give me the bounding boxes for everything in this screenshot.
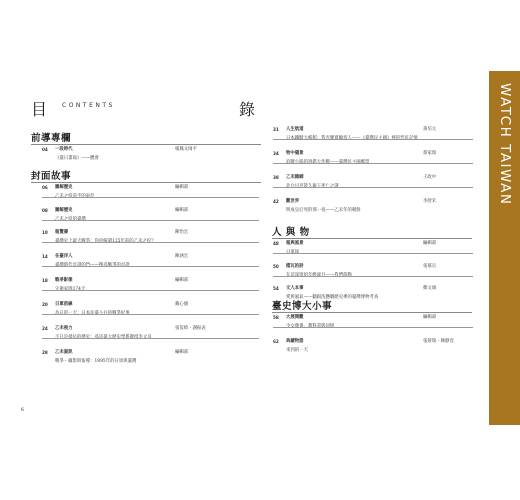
entry-title: 乙未視力 bbox=[55, 326, 73, 331]
entry-author: 編輯部 bbox=[175, 208, 189, 213]
section-people-rule bbox=[272, 238, 472, 239]
entry-page: 54 bbox=[273, 286, 279, 291]
entry-author: 鄭文瑜 bbox=[423, 286, 437, 291]
entry-subtitle: 明成皇后死的那一夜——乙未年的朝鮮 bbox=[286, 208, 361, 213]
entry-page: 24 bbox=[42, 326, 48, 331]
entry-divider bbox=[273, 253, 473, 254]
entry-page: 31 bbox=[273, 127, 279, 132]
entry-page: 48 bbox=[273, 241, 279, 246]
entry-subtitle: 北白川宮能久親王死亡之謎 bbox=[286, 184, 339, 189]
entry-page: 38 bbox=[273, 175, 279, 180]
entry-title: 戰爭影像 bbox=[55, 278, 73, 283]
entry-page: 18 bbox=[42, 278, 48, 283]
entry-subtitle: 臺灣時代見證的門——搜尋戰爭的見證 bbox=[55, 263, 130, 268]
entry-subtitle: 《臺日畫報》——體會 bbox=[55, 156, 99, 161]
entry-title: 檔瓦的詩 bbox=[286, 264, 304, 269]
entry-title: 報與風景 bbox=[286, 241, 304, 246]
entry-divider bbox=[273, 327, 473, 328]
section-history-title: 臺史博大小事 bbox=[272, 301, 333, 312]
entry-title: 乙未雜網 bbox=[286, 175, 304, 180]
entry-divider bbox=[42, 290, 259, 291]
watch-taiwan-title: WATCH TAIWAN bbox=[497, 83, 513, 206]
entry-page: 62 bbox=[273, 339, 279, 344]
section-foreword-rule bbox=[31, 144, 261, 145]
entry-divider bbox=[273, 276, 473, 277]
entry-author: 陳涵宏 bbox=[175, 254, 189, 259]
entry-title: 在臺洋人 bbox=[55, 254, 73, 259]
entry-divider bbox=[42, 220, 259, 221]
entry-page: 58 bbox=[273, 315, 279, 320]
entry-subtitle: 不只是抵抗的歷史：尋訪臺大歷史學系教授李文良 bbox=[55, 335, 152, 340]
entry-title: 人生航道 bbox=[286, 127, 304, 132]
entry-page: 06 bbox=[42, 185, 48, 190]
section-people-title: 人 與 物 bbox=[272, 227, 310, 238]
section-cover-rule bbox=[31, 182, 261, 183]
entry-author: 張蔡瑞・陳靜容 bbox=[423, 339, 454, 344]
entry-author: 李舒禾 bbox=[423, 199, 437, 204]
entry-page: 20 bbox=[42, 302, 48, 307]
entry-page: 34 bbox=[273, 151, 279, 156]
entry-subtitle: 在這深邃的年輕歲月——我們萌動 bbox=[286, 273, 352, 278]
entry-author: 編輯部 bbox=[175, 350, 189, 355]
entry-title: 觀世界 bbox=[286, 199, 300, 204]
entry-divider bbox=[42, 242, 259, 243]
section-history-rule bbox=[272, 312, 472, 313]
title-mu: 目 bbox=[31, 100, 48, 119]
entry-subtitle: 守衛家園174天 bbox=[55, 287, 86, 292]
entry-subtitle: 日本鐵騎大帳館：我光輝實驗客人——《臺灣民主國》裡的烈民記憶 bbox=[286, 136, 418, 141]
entry-author: 王政中 bbox=[423, 175, 437, 180]
entry-author: 編輯部 bbox=[175, 278, 189, 283]
entry-author: 楊鳳文岡平 bbox=[175, 147, 197, 152]
entry-divider bbox=[273, 187, 473, 188]
entry-subtitle: 少女幾番．教科書與回憶 bbox=[286, 324, 335, 329]
entry-subtitle: 臺灣史上最大戰爭：你何解讀125年前的乙未之役？ bbox=[55, 239, 156, 244]
entry-page: 04 bbox=[42, 147, 48, 152]
entry-title: 乙未資訊 bbox=[55, 350, 73, 355]
entry-page: 08 bbox=[42, 208, 48, 213]
entry-author: 蔡家瑞 bbox=[423, 151, 437, 156]
entry-subtitle: 追蹤小腦的過錯大作戰——臺灣民主國郵票 bbox=[286, 160, 370, 165]
entry-author: 張侃綺・謝振表 bbox=[175, 326, 206, 331]
entry-divider bbox=[42, 314, 259, 315]
entry-subtitle: 來到的一天 bbox=[286, 348, 308, 353]
section-cover-title: 封面故事 bbox=[31, 171, 72, 182]
title-contents: CONTENTS bbox=[62, 102, 115, 109]
entry-page: 42 bbox=[273, 199, 279, 204]
entry-subtitle: 為日的一天：日本征臺小兵的戰爭紀事 bbox=[55, 311, 130, 316]
entry-author: 編輯部 bbox=[423, 241, 437, 246]
entry-author: 張慕宗 bbox=[423, 264, 437, 269]
page-number: 6 bbox=[21, 408, 24, 413]
entry-page: 28 bbox=[42, 350, 48, 355]
entry-page: 50 bbox=[273, 264, 279, 269]
entry-author: 編輯部 bbox=[423, 315, 437, 320]
entry-divider bbox=[42, 266, 259, 267]
entry-subtitle: 戰爭・攝影與報導：1895年的日軍與臺灣 bbox=[55, 359, 137, 364]
entry-author: 戴心儀 bbox=[175, 302, 189, 307]
section-foreword-title: 前導專欄 bbox=[31, 133, 72, 144]
entry-title: 物中儀景 bbox=[286, 151, 304, 156]
entry-title: 報覽書 bbox=[55, 230, 69, 235]
entry-divider bbox=[42, 338, 259, 339]
entry-author: 陳怡宏 bbox=[175, 230, 189, 235]
entry-title: 大展開觀 bbox=[286, 315, 304, 320]
entry-divider bbox=[42, 197, 259, 198]
title-lu: 錄 bbox=[239, 100, 256, 119]
entry-subtitle: 乙未之役的臺灣 bbox=[55, 217, 86, 222]
entry-title: 圖解歷史 bbox=[55, 185, 73, 190]
watch-taiwan-band bbox=[489, 71, 520, 425]
entry-subtitle: 日軍報 bbox=[286, 250, 300, 255]
entry-author: 黃培元 bbox=[423, 127, 437, 132]
entry-page: 10 bbox=[42, 230, 48, 235]
entry-divider bbox=[273, 163, 473, 164]
entry-title: 圖解歷史 bbox=[55, 208, 73, 213]
entry-title: 文人本事 bbox=[286, 286, 304, 291]
entry-title: 一段時代 bbox=[55, 147, 73, 152]
entry-subtitle: 愛與風氣——聽跟洗懸職歷史裡的臺灣博物考查 bbox=[286, 295, 379, 300]
entry-author: 編輯部 bbox=[175, 185, 189, 190]
entry-title: 典藏物語 bbox=[286, 339, 304, 344]
entry-subtitle: 乙未之役前半的東亞 bbox=[55, 194, 95, 199]
entry-page: 14 bbox=[42, 254, 48, 259]
entry-title: 日軍前線 bbox=[55, 302, 73, 307]
entry-divider bbox=[273, 139, 473, 140]
